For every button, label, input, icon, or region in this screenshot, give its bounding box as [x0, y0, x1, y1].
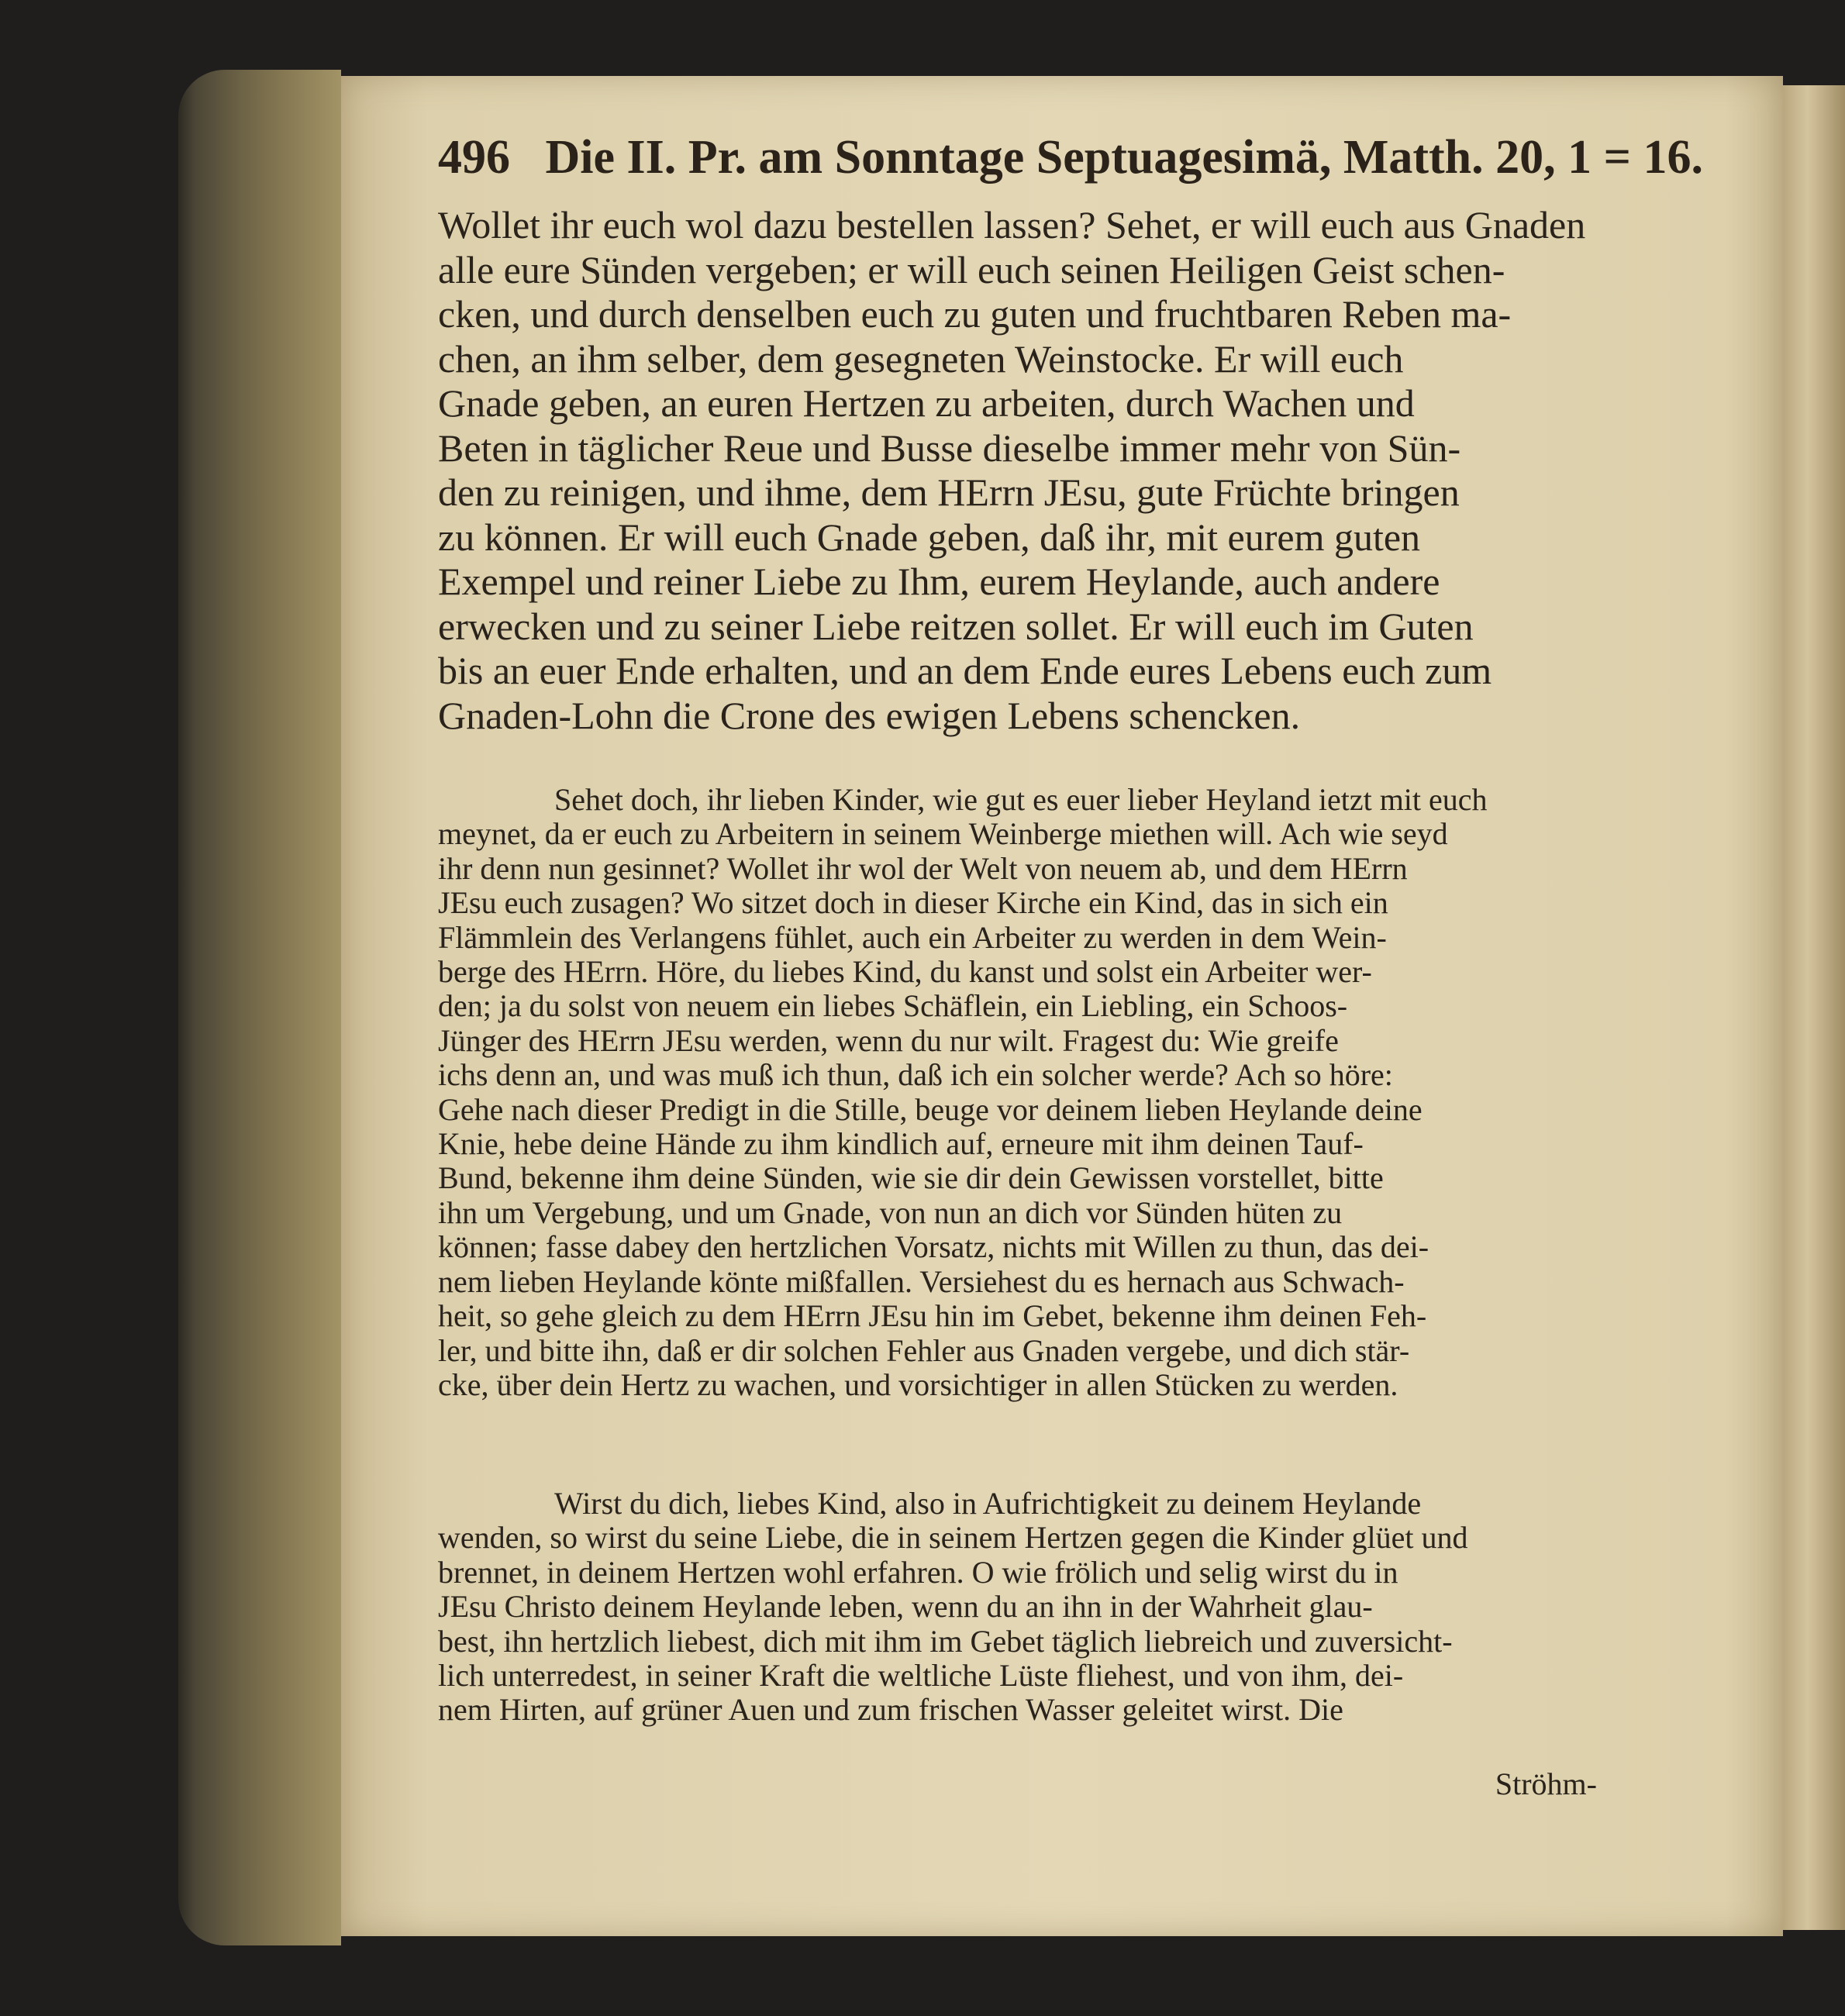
- text-line: nem Hirten, auf grüner Auen und zum frischen Wasser geleitet wirst. Die: [438, 1693, 1343, 1728]
- text-line: Gnade geben, an euren Hertzen zu arbeiten, durch Wachen und: [438, 381, 1415, 425]
- running-head: [438, 130, 1703, 185]
- page-number: 496: [438, 131, 510, 184]
- paragraph-large: [438, 203, 1655, 738]
- text-line: JEsu Christo deinem Heylande leben, wenn du an ihn in der Wahrheit glau-: [438, 1590, 1373, 1625]
- text-line: cken, und durch denselben euch zu guten und fruchtbaren Reben ma-: [438, 292, 1512, 336]
- text-line: Exempel und reiner Liebe zu Ihm, eurem Heylande, auch andere: [438, 560, 1440, 603]
- catchword: Ströhm-: [1495, 1766, 1597, 1801]
- running-title: Die II. Pr. am Sonntage Septuagesimä, Matth. 20, 1 = 16.: [545, 131, 1703, 184]
- text-line: erwecken und zu seiner Liebe reitzen sollet. Er will euch im Guten: [438, 604, 1474, 648]
- text-line: Bund, bekenne ihm deine Sünden, wie sie dir dein Gewissen vorstellet, bitte: [438, 1161, 1384, 1196]
- text-line: ler, und bitte ihn, daß er dir solchen Fehler aus Gnaden vergebe, und dich stär-: [438, 1333, 1410, 1368]
- text-line: Gehe nach dieser Predigt in die Stille, beuge vor deinem lieben Heylande deine: [438, 1092, 1423, 1127]
- text-line: ihn um Vergebung, und um Gnade, von nun an dich vor Sünden hüten zu: [438, 1195, 1343, 1230]
- text-line: ihr denn nun gesinnet? Wollet ihr wol der Welt von neuem ab, und dem HErrn: [438, 851, 1408, 886]
- text-line: Wollet ihr euch wol dazu bestellen lassen? Sehet, er will euch aus Gnaden: [438, 203, 1586, 246]
- text-line: zu können. Er will euch Gnade geben, daß ihr, mit eurem guten: [438, 515, 1421, 559]
- text-line: Knie, hebe deine Hände zu ihm kindlich auf, erneure mit ihm deinen Tauf-: [438, 1127, 1364, 1162]
- text-line: Flämmlein des Verlangens fühlet, auch ein Arbeiter zu werden in dem Wein-: [438, 920, 1387, 955]
- text-line: wenden, so wirst du seine Liebe, die in seinem Hertzen gegen die Kinder glüet und: [438, 1521, 1468, 1556]
- text-line: Wirst du dich, liebes Kind, also in Aufrichtigkeit zu deinem Heylande: [554, 1487, 1422, 1521]
- text-line: bis an euer Ende erhalten, und an dem Ende eures Lebens euch zum: [438, 649, 1492, 692]
- text-line: ichs denn an, und was muß ich thun, daß ich ein solcher werde? Ach so höre:: [438, 1058, 1393, 1093]
- text-line: nem lieben Heylande könte mißfallen. Versiehest du es hernach aus Schwach-: [438, 1264, 1405, 1299]
- paragraph-three: [438, 1487, 1655, 1728]
- paragraph-two: [438, 783, 1655, 1402]
- text-line: den zu reinigen, und ihme, dem HErrn JEsu, gute Früchte bringen: [438, 470, 1460, 514]
- text-line: berge des HErrn. Höre, du liebes Kind, du kanst und solst ein Arbeiter wer-: [438, 955, 1372, 990]
- text-line: meynet, da er euch zu Arbeitern in seinem Weinberge miethen will. Ach wie seyd: [438, 817, 1448, 852]
- text-line: den; ja du solst von neuem ein liebes Schäflein, ein Liebling, ein Schoos-: [438, 989, 1348, 1024]
- text-line: Beten in täglicher Reue und Busse dieselbe immer mehr von Sün-: [438, 426, 1461, 470]
- text-line: JEsu euch zusagen? Wo sitzet doch in dieser Kirche ein Kind, das in sich ein: [438, 886, 1388, 921]
- text-line: können; fasse dabey den hertzlichen Vorsatz, nichts mit Willen zu thun, das dei-: [438, 1230, 1429, 1265]
- text-line: brennet, in deinem Hertzen wohl erfahren. O wie frölich und selig wirst du in: [438, 1555, 1398, 1590]
- text-line: heit, so gehe gleich zu dem HErrn JEsu hin im Gebet, bekenne ihm deinen Feh-: [438, 1299, 1427, 1334]
- text-line: alle eure Sünden vergeben; er will euch seinen Heiligen Geist schen-: [438, 247, 1505, 291]
- book-fore-edge: [178, 70, 341, 1945]
- text-line: lich unterredest, in seiner Kraft die weltliche Lüste fliehest, und von ihm, dei-: [438, 1659, 1404, 1694]
- text-line: Jünger des HErrn JEsu werden, wenn du nur wilt. Fragest du: Wie greife: [438, 1023, 1339, 1058]
- text-line: cke, über dein Hertz zu wachen, und vorsichtiger in allen Stücken zu werden.: [438, 1367, 1398, 1402]
- text-line: chen, an ihm selber, dem gesegneten Weinstocke. Er will euch: [438, 336, 1404, 381]
- facing-page-edge: [1783, 85, 1845, 1930]
- text-line: Sehet doch, ihr lieben Kinder, wie gut es euer lieber Heyland ietzt mit euch: [554, 783, 1488, 817]
- text-line: best, ihn hertzlich liebest, dich mit ihm im Gebet täglich liebreich und zuversicht-: [438, 1624, 1453, 1659]
- text-line: Gnaden-Lohn die Crone des ewigen Lebens schencken.: [438, 693, 1301, 737]
